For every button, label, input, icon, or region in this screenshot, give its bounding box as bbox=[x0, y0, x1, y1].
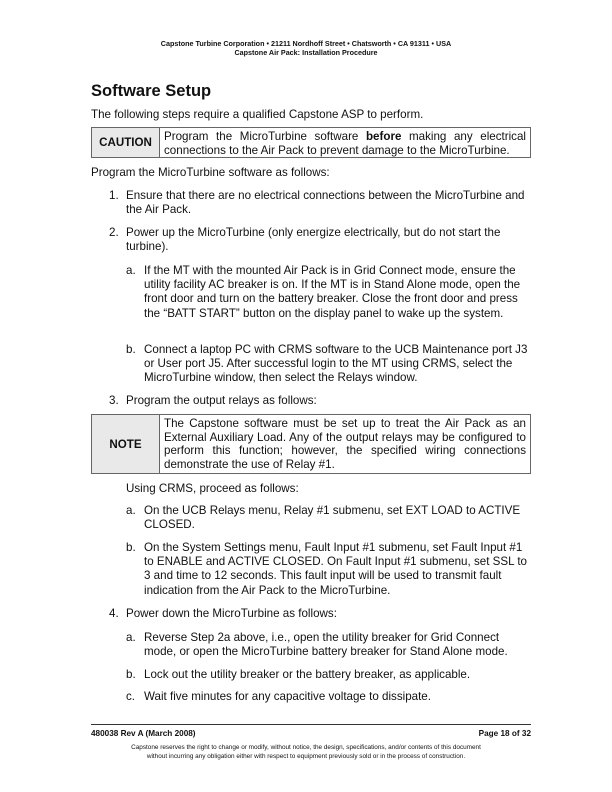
substep-letter: b. bbox=[126, 343, 136, 356]
footer-doc-id: 480038 Rev A (March 2008) bbox=[91, 729, 196, 738]
substep-letter: c. bbox=[126, 690, 136, 703]
using-crms-text: Using CRMS, proceed as follows: bbox=[126, 482, 299, 495]
step-text: Power down the MicroTurbine as follows: bbox=[126, 607, 337, 620]
caution-label: CAUTION bbox=[92, 128, 160, 157]
note-label: NOTE bbox=[92, 415, 160, 473]
intro-text: The following steps require a qualified Capstone ASP to perform. bbox=[91, 108, 424, 121]
step-number: 1. bbox=[109, 189, 119, 202]
footer-disclaimer bbox=[0, 743, 612, 761]
substep-letter: a. bbox=[126, 264, 136, 277]
step-text: Program the output relays as follows: bbox=[126, 394, 317, 407]
section-title: Software Setup bbox=[91, 82, 212, 100]
substep-text: If the MT with the mounted Air Pack is in Grid Connect mode, ensure the utility facility AC breaker is on. If the MT is in Stand Alone mode, open the front door and turn on the battery breaker. Close the front door and press the “BATT START” button on the display panel to wake up the system. bbox=[144, 264, 521, 320]
caution-text-part1: Program the MicroTurbine software bbox=[164, 130, 366, 143]
note-box bbox=[91, 414, 531, 474]
header-address: Capstone Turbine Corporation • 21211 Nordhoff Street • Chatsworth • CA 91311 • USA bbox=[160, 39, 452, 48]
header-doc-title: Capstone Air Pack: Installation Procedure bbox=[234, 48, 378, 57]
substep-letter: b. bbox=[126, 668, 136, 681]
substep-text: On the UCB Relays menu, Relay #1 submenu, set EXT LOAD to ACTIVE CLOSED. bbox=[144, 504, 521, 532]
substep-text: On the System Settings menu, Fault Input #1 submenu, set Fault Input #1 to ENABLE and ACTIVE CLOSED. On Fault Input #1 submenu, set SSL to 3 and time to 12 seconds. This fault input will be used to transmit fault indication from the Air Pack to the MicroTurbine. bbox=[144, 541, 528, 597]
step-text: Power up the MicroTurbine (only energize electrically, but do not start the turbine). bbox=[126, 226, 501, 254]
step-number: 2. bbox=[109, 226, 119, 239]
footer-page-number: Page 18 of 32 bbox=[478, 729, 531, 738]
caution-text bbox=[160, 128, 530, 157]
step-number: 4. bbox=[109, 607, 119, 620]
footer-divider bbox=[91, 724, 531, 725]
note-text: The Capstone software must be set up to treat the Air Pack as an External Auxiliary Load. Any of the output relays may be configured to perform this function; however, the specified wiring connections demonstrate the use of Relay #1. bbox=[164, 417, 526, 471]
substep-text: Connect a laptop PC with CRMS software to the UCB Maintenance port J3 or User port J5. After successful login to the MT using CRMS, select the MicroTurbine window, then select the Relays window. bbox=[144, 343, 528, 385]
substep-letter: a. bbox=[126, 631, 136, 644]
substep-text: Lock out the utility breaker or the battery breaker, as applicable. bbox=[144, 668, 471, 681]
substep-letter: b. bbox=[126, 541, 136, 554]
footer-disclaimer-line1: Capstone reserves the right to change or modify, without notice, the design, specifications, and/or contents of this document bbox=[131, 744, 481, 751]
substep-letter: a. bbox=[126, 504, 136, 517]
step-text: Ensure that there are no electrical connections between the MicroTurbine and the Air Pack. bbox=[126, 189, 525, 217]
substep-text: Reverse Step 2a above, i.e., open the utility breaker for Grid Connect mode, or open the MicroTurbine battery breaker for Stand Alone mode. bbox=[144, 631, 508, 659]
substep-text: Wait five minutes for any capacitive voltage to dissipate. bbox=[144, 690, 431, 703]
lead-text: Program the MicroTurbine software as follows: bbox=[91, 166, 330, 179]
caution-text-part2: making any electrical connections to the Air Pack to prevent damage to the MicroTurbine. bbox=[164, 130, 526, 157]
caution-text-bold: before bbox=[365, 130, 402, 143]
step-number: 3. bbox=[109, 394, 119, 407]
footer-disclaimer-line2: without incurring any obligation either with respect to equipment previously sold or in the process of construction. bbox=[146, 753, 466, 760]
caution-box bbox=[91, 127, 531, 158]
